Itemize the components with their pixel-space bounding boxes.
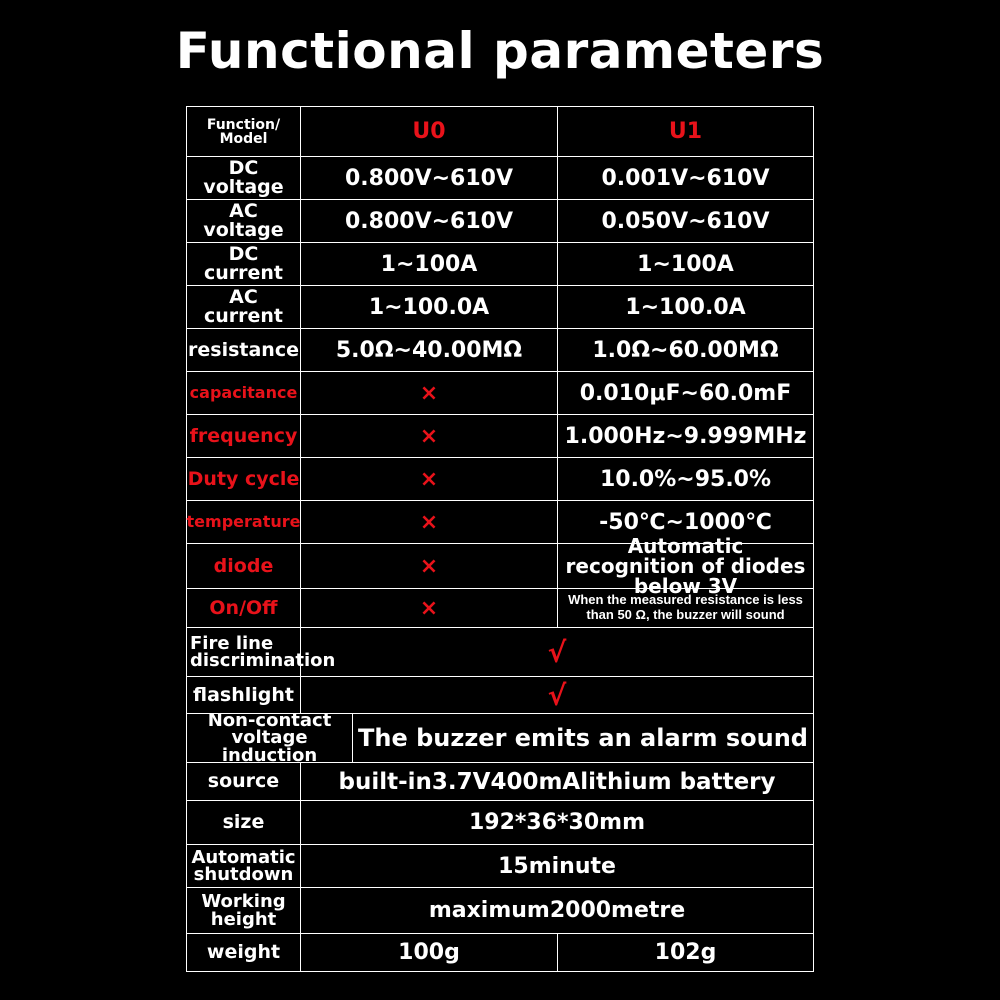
u1-on-off: When the measured resistance is less than 50 Ω, the buzzer will sound xyxy=(557,588,814,628)
row-label-diode: diode xyxy=(186,543,301,589)
working-height-value: maximum2000metre xyxy=(300,887,814,934)
u1-capacitance: 0.010μF~60.0mF xyxy=(557,371,814,415)
row-label-on-off: On/Off xyxy=(186,588,301,628)
row-label-working-height: Working height xyxy=(186,887,301,934)
row-label-resistance: resistance xyxy=(186,328,301,372)
non-contact-value: The buzzer emits an alarm sound xyxy=(352,713,814,763)
size-value: 192*36*30mm xyxy=(300,800,814,845)
row-label-dc-voltage: DC voltage xyxy=(186,156,301,200)
u0-diode-cross-icon: × xyxy=(300,543,558,589)
source-value: built-in3.7V400mAlithium battery xyxy=(300,762,814,801)
u0-capacitance-cross-icon: × xyxy=(300,371,558,415)
row-label-weight: weight xyxy=(186,933,301,972)
shutdown-value: 15minute xyxy=(300,844,814,888)
u0-dc-voltage: 0.800V~610V xyxy=(300,156,558,200)
header-u1: U1 xyxy=(557,106,814,157)
row-label-automatic-shutdown: Automatic shutdown xyxy=(186,844,301,888)
parameters-table xyxy=(186,106,814,972)
u0-temperature-cross-icon: × xyxy=(300,500,558,544)
u0-ac-current: 1~100.0A xyxy=(300,285,558,329)
row-label-temperature: temperature xyxy=(186,500,301,544)
u0-weight: 100g xyxy=(300,933,558,972)
u0-dc-current: 1~100A xyxy=(300,242,558,286)
u1-temperature: -50℃~1000℃ xyxy=(557,500,814,544)
fire-line-check-icon: √ xyxy=(300,627,814,677)
row-label-capacitance: capacitance xyxy=(186,371,301,415)
u1-frequency: 1.000Hz~9.999MHz xyxy=(557,414,814,458)
u0-ac-voltage: 0.800V~610V xyxy=(300,199,558,243)
u1-duty-cycle: 10.0%~95.0% xyxy=(557,457,814,501)
u0-on-off-cross-icon: × xyxy=(300,588,558,628)
row-label-size: size xyxy=(186,800,301,845)
u1-dc-current: 1~100A xyxy=(557,242,814,286)
row-label-duty-cycle: Duty cycle xyxy=(186,457,301,501)
u0-frequency-cross-icon: × xyxy=(300,414,558,458)
header-label-cell: Function/ Model xyxy=(186,106,301,157)
flashlight-check-icon: √ xyxy=(300,676,814,714)
u1-ac-voltage: 0.050V~610V xyxy=(557,199,814,243)
row-label-ac-current: AC current xyxy=(186,285,301,329)
u1-resistance: 1.0Ω~60.00MΩ xyxy=(557,328,814,372)
row-label-flashlight: flashlight xyxy=(186,676,301,714)
row-label-fire-line: Fire line discrimination xyxy=(186,627,301,677)
u0-duty-cycle-cross-icon: × xyxy=(300,457,558,501)
u0-resistance: 5.0Ω~40.00MΩ xyxy=(300,328,558,372)
row-label-dc-current: DC current xyxy=(186,242,301,286)
u1-ac-current: 1~100.0A xyxy=(557,285,814,329)
row-label-source: source xyxy=(186,762,301,801)
header-u0: U0 xyxy=(300,106,558,157)
row-label-non-contact: Non-contact voltage induction xyxy=(186,713,353,763)
row-label-frequency: frequency xyxy=(186,414,301,458)
u1-weight: 102g xyxy=(557,933,814,972)
u1-dc-voltage: 0.001V~610V xyxy=(557,156,814,200)
u1-diode: Automatic recognition of diodes below 3V xyxy=(557,543,814,589)
page-title: Functional parameters xyxy=(175,22,825,80)
row-label-ac-voltage: AC voltage xyxy=(186,199,301,243)
